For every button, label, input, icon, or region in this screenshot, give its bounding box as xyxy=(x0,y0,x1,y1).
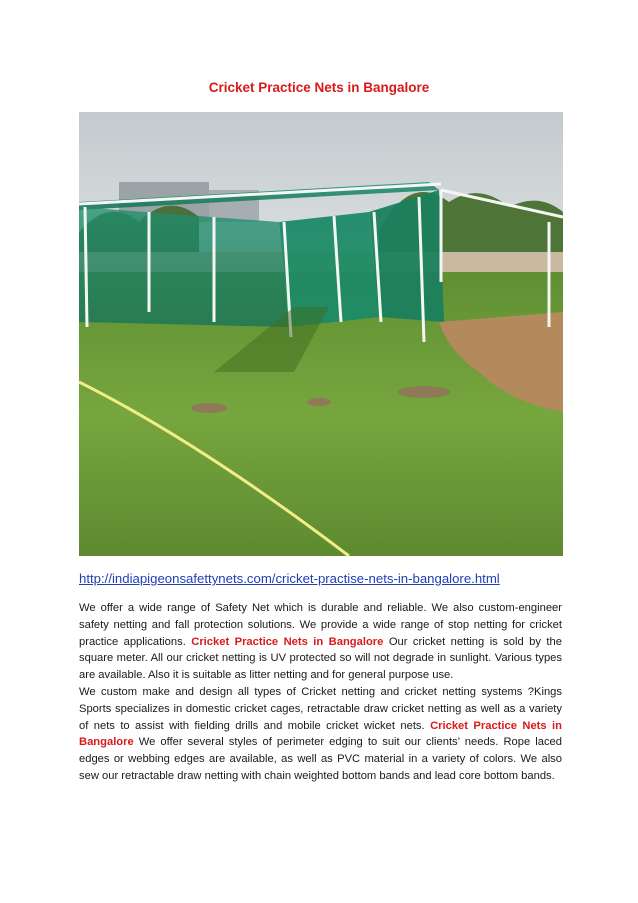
paragraph-2-text-a: We custom make and design all types of Cricket netting and cricket netting systems ?Kings Sports specializes in domestic cricket cages, retractable draw cricket netting as well as a variety of nets to assist with fielding drills and mobile cricket wicket nets. xyxy=(79,686,562,732)
page-title: Cricket Practice Nets in Bangalore xyxy=(208,80,430,95)
paragraph-2-keyword: Cricket Practice Nets in Bangalore xyxy=(79,719,562,749)
source-url-link[interactable]: http://indiapigeonsafettynets.com/cricket-practise-nets-in-bangalore.html xyxy=(79,571,500,586)
paragraph-2-text-b: We offer several styles of perimeter edging to suit our clients’ needs. Rope laced edges or webbing edges are available, as well as PVC material in a variety of colors. We also sew our retractable draw netting with chain weighted bottom bands and lead core bottom bands. xyxy=(79,736,562,782)
paragraph-1-text-b: Our cricket netting is sold by the square meter. All our cricket netting is UV protected so will not degrade in sunlight. Various types are available. Also it is suitable as litter netting and for general purpose use. xyxy=(79,635,562,682)
cricket-nets-photo xyxy=(79,112,563,556)
paragraph-1 xyxy=(79,600,562,684)
paragraph-1-text-a: We offer a wide range of Safety Net which is durable and reliable. We also custom-engineer safety netting and fall protection solutions. We provide a wide range of stop netting for cricket practice applications. xyxy=(79,602,562,648)
paragraph-2 xyxy=(79,684,562,785)
paragraph-1-keyword: Cricket Practice Nets in Bangalore xyxy=(191,635,384,648)
